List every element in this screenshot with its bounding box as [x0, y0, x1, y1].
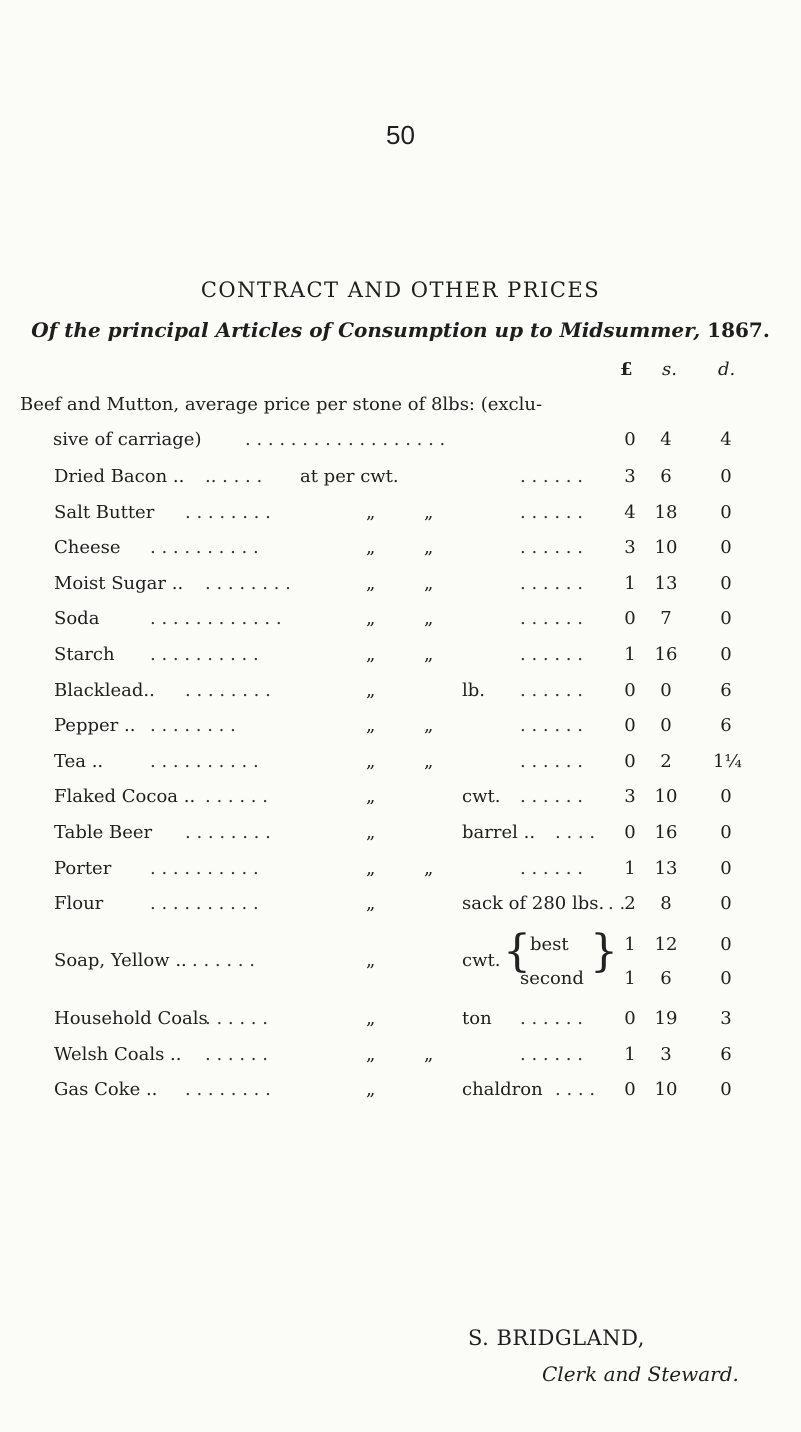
price-pounds: 1 — [624, 934, 636, 955]
unit-mid: „ — [424, 1043, 434, 1065]
unit-dots: . . . . . . — [520, 1043, 583, 1065]
price-row — [0, 537, 801, 569]
row-label: Flour — [54, 893, 104, 915]
price-shillings: 3 — [660, 1043, 672, 1065]
price-row-soap — [0, 926, 801, 998]
unit-dots: . . . . . . — [520, 466, 583, 487]
row-dots: . . . . . . . . . . — [150, 644, 259, 665]
price-row — [0, 502, 801, 534]
row-label: Table Beer — [54, 822, 153, 843]
currency-pence-header: d. — [718, 359, 736, 380]
row-label: Tea .. — [54, 750, 104, 772]
price-shillings: 10 — [654, 537, 678, 559]
unit-mid: barrel .. — [462, 822, 536, 843]
row-dots: . . . . . . . . — [205, 572, 291, 594]
unit-ditto: „ — [366, 950, 376, 971]
unit-mid: chaldron — [462, 1079, 543, 1100]
currency-pounds-header: £ — [620, 359, 633, 380]
row-dots: . . . . . . . . . . . . . . . . . . — [245, 429, 446, 450]
price-shillings: 13 — [654, 572, 678, 594]
price-pence: 0 — [720, 572, 732, 594]
unit-mid: „ — [424, 608, 434, 630]
row-label: Household Coals — [54, 1008, 208, 1029]
unit-dots: . . . . . . — [520, 1008, 583, 1029]
row-dots: . . . . . . . . . . — [150, 750, 259, 772]
row-dots: . . . . . . — [205, 786, 268, 808]
row-label: sive of carriage) — [53, 429, 202, 450]
price-pence: 4 — [720, 429, 732, 450]
unit-dots: . . . . — [555, 1079, 596, 1100]
unit-dots: . . . . . . — [520, 750, 583, 772]
unit-dots: . . . . . . — [520, 857, 583, 879]
unit-mid: „ — [424, 501, 434, 523]
price-row-beef-line1 — [0, 394, 801, 426]
price-pence: 0 — [720, 466, 732, 487]
price-shillings: 16 — [654, 644, 678, 665]
price-pence: 0 — [720, 934, 732, 955]
unit-prefix: „ — [366, 644, 376, 665]
price-shillings: 6 — [660, 466, 672, 487]
row-dots: . . . . . . . . . . — [150, 537, 259, 559]
unit-dots: . . . . . . — [520, 715, 583, 737]
row-label: Soda — [54, 608, 100, 630]
price-pence: 0 — [720, 786, 732, 808]
price-pence: 0 — [720, 893, 732, 915]
price-pounds: 0 — [624, 1008, 636, 1029]
price-row — [0, 1079, 801, 1111]
unit-dots: . . . . . . — [520, 644, 583, 665]
price-row — [0, 786, 801, 818]
unit-prefix: at per cwt. — [300, 466, 399, 487]
page-subheading — [0, 318, 801, 342]
row-label: Pepper .. — [54, 715, 136, 737]
price-pounds: 1 — [624, 644, 636, 665]
unit-prefix: „ — [366, 572, 376, 594]
price-pence: 0 — [720, 857, 732, 879]
price-row — [0, 751, 801, 783]
price-pence: 0 — [720, 968, 732, 989]
row-label: Welsh Coals .. — [54, 1043, 182, 1065]
price-pounds: 1 — [624, 1043, 636, 1065]
price-pence: 0 — [720, 537, 732, 559]
unit-mid: „ — [424, 644, 434, 665]
row-label: Beef and Mutton, average price per stone of 8lbs: (exclu- — [20, 394, 543, 415]
unit-prefix: „ — [366, 501, 376, 523]
price-shillings: 0 — [660, 679, 672, 701]
soap-second-label: second — [520, 968, 584, 989]
price-row-beef — [0, 429, 801, 461]
unit-mid: ton — [462, 1008, 492, 1029]
row-dots: . . . . . . . . . . . . — [150, 608, 282, 630]
unit-prefix: „ — [366, 1043, 376, 1065]
price-pounds: 3 — [624, 537, 636, 559]
unit-prefix: „ — [366, 857, 376, 879]
unit-prefix: „ — [366, 679, 376, 701]
price-shillings: 10 — [654, 1079, 678, 1100]
right-brace: } — [590, 926, 618, 977]
price-pounds: 0 — [624, 608, 636, 630]
price-shillings: 19 — [654, 1008, 678, 1029]
price-shillings: 13 — [654, 857, 678, 879]
price-row — [0, 644, 801, 676]
unit-dots: . . — [608, 893, 626, 915]
row-dots: . . . . . . — [192, 950, 255, 971]
signature-title: Clerk and Steward. — [542, 1362, 739, 1386]
row-dots: . . . . . . . . . . — [150, 857, 259, 879]
row-label: Soap, Yellow .. — [54, 950, 187, 971]
price-pence: 0 — [720, 501, 732, 523]
price-row — [0, 466, 801, 498]
price-pounds: 0 — [624, 750, 636, 772]
currency-shillings-header: s. — [662, 359, 677, 380]
unit-mid: sack of 280 lbs. — [462, 893, 605, 915]
left-brace: { — [503, 926, 531, 977]
price-pence: 0 — [720, 1079, 732, 1100]
price-pence: 0 — [720, 608, 732, 630]
unit-prefix: „ — [366, 715, 376, 737]
unit-prefix: „ — [366, 608, 376, 630]
unit-mid: „ — [424, 750, 434, 772]
price-row — [0, 715, 801, 747]
price-pence: 3 — [720, 1008, 732, 1029]
price-pounds: 0 — [624, 1079, 636, 1100]
soap-best-label: best — [530, 934, 569, 955]
subheading-year: 1867. — [707, 318, 770, 342]
row-dots: . . . . . . . . . . — [150, 893, 259, 915]
page-heading: CONTRACT AND OTHER PRICES — [200, 278, 601, 302]
price-row — [0, 1008, 801, 1040]
row-dots: . . . . . . . . — [150, 715, 236, 737]
unit-dots: . . . . . . — [520, 537, 583, 559]
unit-prefix: „ — [366, 786, 376, 808]
row-dots: . . . . . . . . — [185, 822, 271, 843]
row-label: Cheese — [54, 537, 121, 559]
row-dots: . . . . . . — [205, 1043, 268, 1065]
unit-mid: cwt. — [462, 786, 501, 808]
unit-dots: . . . . . . — [520, 679, 583, 701]
unit-dots: . . . . . . — [520, 501, 583, 523]
unit-mid: „ — [424, 572, 434, 594]
unit-dots: . . . . . . — [520, 608, 583, 630]
row-dots: .. . . . . — [205, 466, 263, 487]
row-label: Dried Bacon .. — [54, 466, 185, 487]
price-pounds: 4 — [624, 501, 636, 523]
unit-prefix: „ — [366, 893, 376, 915]
row-dots: . . . . . . — [205, 1008, 268, 1029]
price-shillings: 10 — [654, 786, 678, 808]
unit-prefix: „ — [366, 822, 376, 843]
price-shillings: 12 — [654, 934, 678, 955]
price-row — [0, 608, 801, 640]
unit-mid: „ — [424, 715, 434, 737]
unit-prefix: „ — [366, 1079, 376, 1100]
row-label: Moist Sugar .. — [54, 572, 184, 594]
price-shillings: 0 — [660, 715, 672, 737]
unit-prefix: „ — [366, 1008, 376, 1029]
price-shillings: 4 — [660, 429, 672, 450]
unit-dots: . . . . — [555, 822, 596, 843]
price-pounds: 3 — [624, 786, 636, 808]
price-row — [0, 680, 801, 712]
unit-label: cwt. — [462, 950, 501, 971]
row-label: Blacklead.. — [54, 679, 155, 701]
price-shillings: 6 — [660, 968, 672, 989]
price-pounds: 0 — [624, 679, 636, 701]
price-pence: 0 — [720, 644, 732, 665]
price-row — [0, 822, 801, 854]
unit-prefix: „ — [366, 750, 376, 772]
price-pounds: 2 — [624, 893, 636, 915]
row-label: Flaked Cocoa .. — [54, 786, 196, 808]
price-row — [0, 858, 801, 890]
price-pounds: 0 — [624, 822, 636, 843]
row-label: Starch — [54, 644, 115, 665]
price-pounds: 1 — [624, 968, 636, 989]
price-row — [0, 1044, 801, 1076]
unit-dots: . . . . . . — [520, 786, 583, 808]
price-pounds: 0 — [624, 429, 636, 450]
price-shillings: 18 — [654, 501, 678, 523]
price-shillings: 7 — [660, 608, 672, 630]
row-label: Gas Coke .. — [54, 1079, 158, 1100]
price-pounds: 1 — [624, 857, 636, 879]
price-shillings: 2 — [660, 750, 672, 772]
price-pounds: 3 — [624, 466, 636, 487]
unit-mid: lb. — [462, 679, 486, 701]
unit-prefix: „ — [366, 537, 376, 559]
row-dots: . . . . . . . . — [185, 1079, 271, 1100]
row-dots: . . . . . . . . — [185, 501, 271, 523]
page-number: 50 — [386, 120, 415, 150]
price-shillings: 16 — [654, 822, 678, 843]
unit-mid: „ — [424, 537, 434, 559]
price-pounds: 0 — [624, 715, 636, 737]
price-pounds: 1 — [624, 572, 636, 594]
price-pence: 6 — [720, 715, 732, 737]
price-pence: 1¼ — [713, 750, 742, 772]
price-pence: 0 — [720, 822, 732, 843]
row-label: Salt Butter — [54, 501, 155, 523]
unit-dots: . . . . . . — [520, 572, 583, 594]
price-row — [0, 573, 801, 605]
row-label: Porter — [54, 857, 112, 879]
price-row — [0, 893, 801, 925]
price-pence: 6 — [720, 679, 732, 701]
price-shillings: 8 — [660, 893, 672, 915]
subheading-text: Of the principal Articles of Consumption up to Midsummer, — [31, 318, 701, 342]
row-dots: . . . . . . . . — [185, 679, 271, 701]
unit-mid: „ — [424, 857, 434, 879]
signature-name: S. BRIDGLAND, — [468, 1326, 645, 1350]
price-pence: 6 — [720, 1043, 732, 1065]
